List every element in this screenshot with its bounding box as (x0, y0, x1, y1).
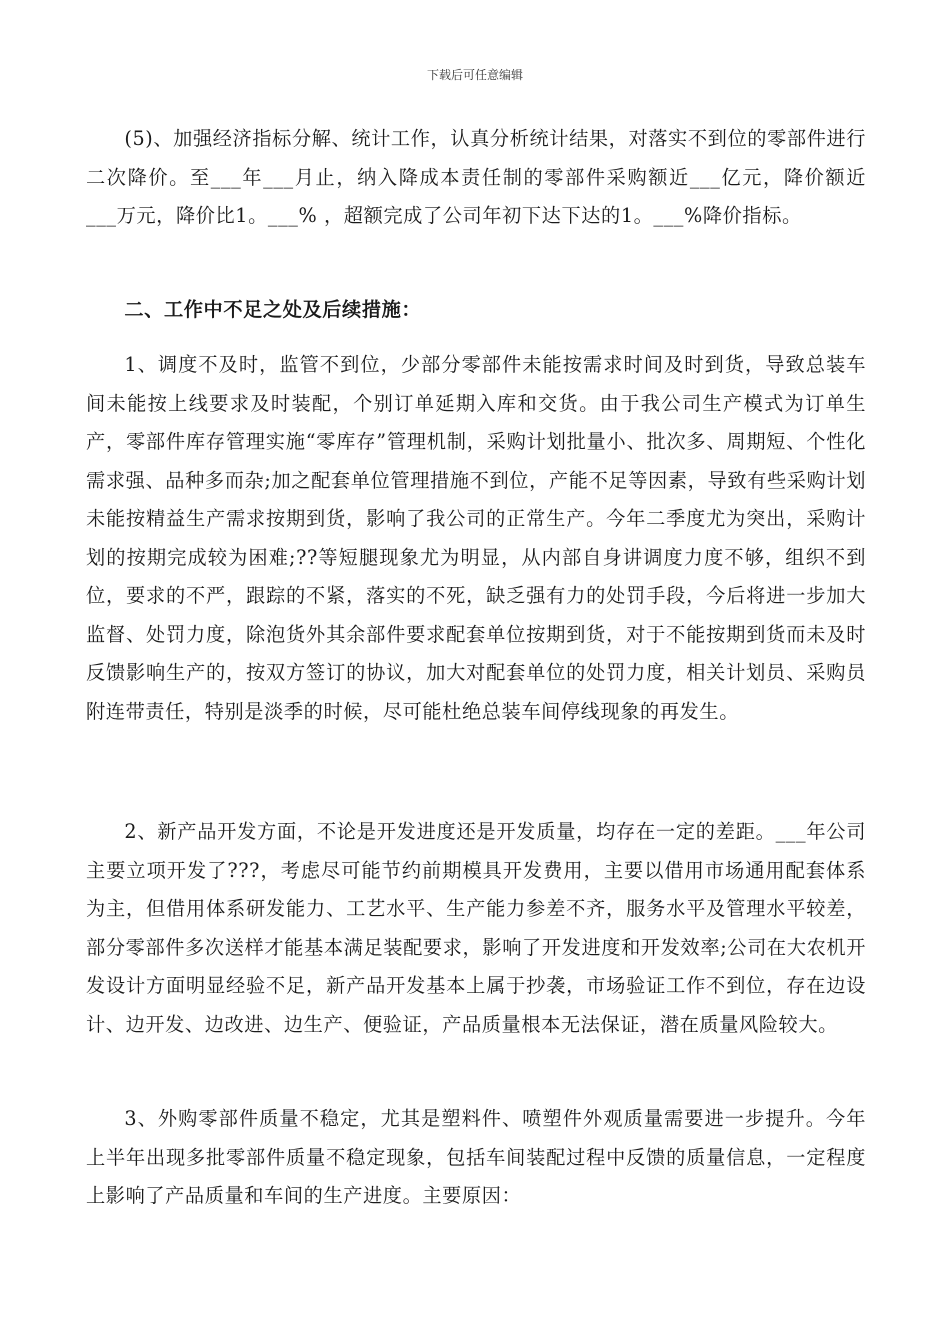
section-3 (86, 346, 866, 731)
page-header: 下载后可任意编辑 (426, 68, 523, 82)
paragraph-quality: 3、外购零部件质量不稳定，尤其是塑料件、喷塑件外观质量需要进一步提升。今年上半年出现多批零部件质量不稳定现象，包括车间装配过程中反馈的质量信息，一定程度上影响了产品质量和车间的生产进度。主要原因： (86, 1107, 866, 1207)
paragraph-price-reduction: (5)、加强经济指标分解、统计工作，认真分析统计结果，对落实不到位的零部件进行二次降价。至___年___月止，纳入降成本责任制的零部件采购额近___亿元，降价额近 ___万元，降价比1。___% ，超额完成了公司年初下达下达的1。___%降价指标。 (86, 127, 866, 227)
section-heading: 二、工作中不足之处及后续措施： (124, 298, 422, 321)
section-4 (86, 813, 866, 1044)
section-1 (86, 120, 866, 236)
section-5 (86, 1100, 866, 1216)
paragraph-new-product: 2、新产品开发方面，不论是开发进度还是开发质量，均存在一定的差距。___年公司主要立项开发了???，考虑尽可能节约前期模具开发费用，主要以借用市场通用配套体系为主，但借用体系研发能力、工艺水平、生产能力参差不齐，服务水平及管理水平较差，部分零部件多次送样才能基本满足装配要求，影响了开发进度和开发效率;公司在大农机开发设计方面明显经验不足，新产品开发基本上属于抄袭，市场验证工作不到位，存在边设计、边开发、边改进、边生产、便验证，产品质量根本无法保证，潜在质量风险较大。 (86, 820, 866, 1036)
paragraph-dispatch: 1、调度不及时，监管不到位，少部分零部件未能按需求时间及时到货，导致总装车间未能按上线要求及时装配，个别订单延期入库和交货。由于我公司生产模式为订单生产，零部件库存管理实施“零库存”管理机制，采购计划批量小、批次多、周期短、个性化需求强、品种多而杂;加之配套单位管理措施不到位，产能不足等因素，导致有些采购计划未能按精益生产需求按期到货，影响了我公司的正常生产。今年二季度尤为突出，采购计划的按期完成较为困难;??等短腿现象尤为明显，从内部自身讲调度力度不够，组织不到位，要求的不严，跟踪的不紧，落实的不死，缺乏强有力的处罚手段，今后将进一步加大监督、处罚力度，除泡货外其余部件要求配套单位按期到货，对于不能按期到货而未及时反馈影响生产的，按双方签订的协议，加大对配套单位的处罚力度，相关计划员、采购员附连带责任，特别是淡季的时候，尽可能杜绝总装车间停线现象的再发生。 (86, 353, 866, 723)
section-2 (86, 291, 866, 330)
